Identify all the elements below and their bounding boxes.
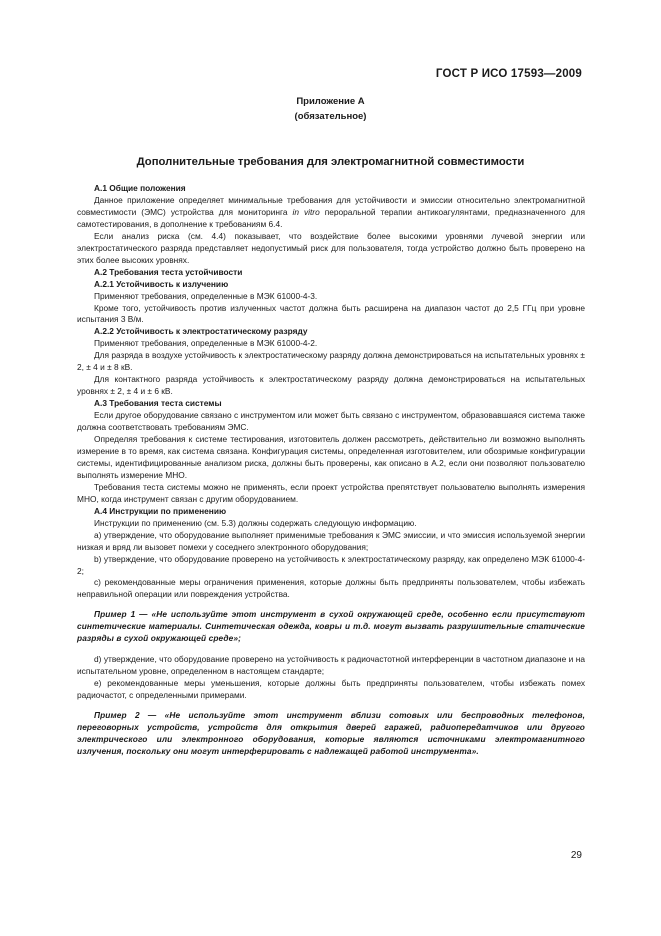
section-a21-paragraph: Применяют требования, определенные в МЭК 61000-4-3. bbox=[94, 290, 318, 301]
list-item-e: е) рекомендованные меры уменьшения, которые должны быть предприняты пользователем, чтобы избежать помех радиочастот, с определенными примерами. bbox=[77, 678, 585, 701]
list-item-a: а) утверждение, что оборудование выполняет применимые требования к ЭМС эмиссии, и что эмиссия используемой энергии низкая и вряд ли вызовет помехи у соседнего электронного оборудования; bbox=[77, 529, 585, 552]
section-a3-heading: А.3 Требования теста системы bbox=[94, 398, 222, 409]
section-a3-paragraph: Определяя требования к системе тестирования, изготовитель должен рассмотреть, действительно ли возможно выполнять измерение в то время, как система связана. Конфигурация системы, определенная изготовителем, или обозримые конфигурации системы, идентифицированные анализом риска, должны быть проверены, как описано в А.2, если они позволяют пользователю выполнять измерение МНО. bbox=[77, 434, 585, 480]
section-a3-paragraph: Требования теста системы можно не применять, если проект устройства препятствует пользователю выполнять измерения МНО, когда инструмент связан с другим оборудованием. bbox=[77, 481, 585, 504]
section-a22-heading: А.2.2 Устойчивость к электростатическому разряду bbox=[94, 326, 308, 337]
section-a21-paragraph: Кроме того, устойчивость против излученных частот должна быть расширена на диапазон частот до 2,5 ГГц при уровне испытания 3 В/м. bbox=[77, 302, 585, 325]
section-a22-paragraph: Применяют требования, определенные в МЭК 61000-4-2. bbox=[94, 338, 318, 349]
page-number: 29 bbox=[570, 850, 582, 861]
section-a21-heading: А.2.1 Устойчивость к излучению bbox=[94, 278, 229, 289]
list-item-d: d) утверждение, что оборудование проверено на устойчивость к радиочастотной интерференции в частотном диапазоне и на испытательном уровне, определенном в настоящем стандарте; bbox=[77, 654, 585, 677]
annex-heading bbox=[0, 94, 661, 124]
section-a22-paragraph: Для разряда в воздухе устойчивость к электростатическому разряду должна демонстрироваться на испытательных уровнях ± 2, ± 4 и ± 8 кВ. bbox=[77, 350, 585, 373]
section-a22-paragraph: Для контактного разряда устойчивость к электростатическому разряду должна демонстрироваться на испытательных уровнях ± 2, ± 4 и ± 6 кВ. bbox=[77, 374, 585, 397]
standard-designation: ГОСТ Р ИСО 17593—2009 bbox=[435, 68, 582, 80]
italic-term: in vitro bbox=[292, 206, 320, 217]
annex-body bbox=[77, 183, 585, 758]
text-run: пероральной терапии антикоагулянтами, предназначенного для самотестирования, в дополнение к требованиям 6.4. bbox=[77, 206, 586, 229]
section-a4-heading: А.4 Инструкции по применению bbox=[94, 505, 227, 516]
list-item-c: с) рекомендованные меры ограничения применения, которые должны быть предприняты пользователем, чтобы избежать неправильной операции или повреждения устройства. bbox=[77, 577, 585, 600]
annex-label: Приложение А bbox=[296, 96, 365, 107]
annex-title: Дополнительные требования для электромагнитной совместимости bbox=[136, 156, 525, 168]
section-a1-heading: А.1 Общие положения bbox=[94, 183, 186, 193]
example-1: Пример 1 — «Не используйте этот инструмент в сухой окружающей среде, особенно если присутствуют синтетические материалы. Синтетическая одежда, ковры и т.д. могут вызвать разрушительные статические разряды в сухой окружающей среде»; bbox=[77, 609, 585, 644]
section-a4-paragraph: Инструкции по применению (см. 5.3) должны содержать следующую информацию. bbox=[94, 517, 417, 528]
annex-status: (обязательное) bbox=[294, 111, 367, 122]
section-a3-paragraph: Если другое оборудование связано с инструментом или может быть связано с инструментом, образовавшаяся система также должна соответствовать требованиям ЭМС. bbox=[77, 410, 585, 433]
section-a2-heading: А.2 Требования теста устойчивости bbox=[94, 266, 243, 277]
list-item-b: b) утверждение, что оборудование проверено на устойчивость к электростатическому разряду, как определено МЭК 61000-4-2; bbox=[77, 553, 585, 576]
example-2: Пример 2 — «Не используйте этот инструмент вблизи сотовых или беспроводных телефонов, переговорных устройств, устройств для открытия дверей гаражей, радиопередатчиков или другого электрического или электронного оборудования, которые являются источниками электромагнитного излучения, поскольку они могут интерферировать с надлежащей работой инструмента». bbox=[77, 710, 585, 756]
section-a1-paragraph bbox=[77, 195, 585, 231]
text-run: Данное приложение определяет минимальные требования для устойчивости и эмиссии относительно электромагнитной совместимости (ЭМС) устройства для мониторинга bbox=[77, 194, 585, 217]
section-a1-paragraph: Если анализ риска (см. 4.4) показывает, что воздействие более высокими уровнями лучевой энергии или электростатического разряда представляет недопустимый риск для пользователя, тогда устройство должно быть проверено на этих более высоких уровнях. bbox=[77, 230, 585, 265]
